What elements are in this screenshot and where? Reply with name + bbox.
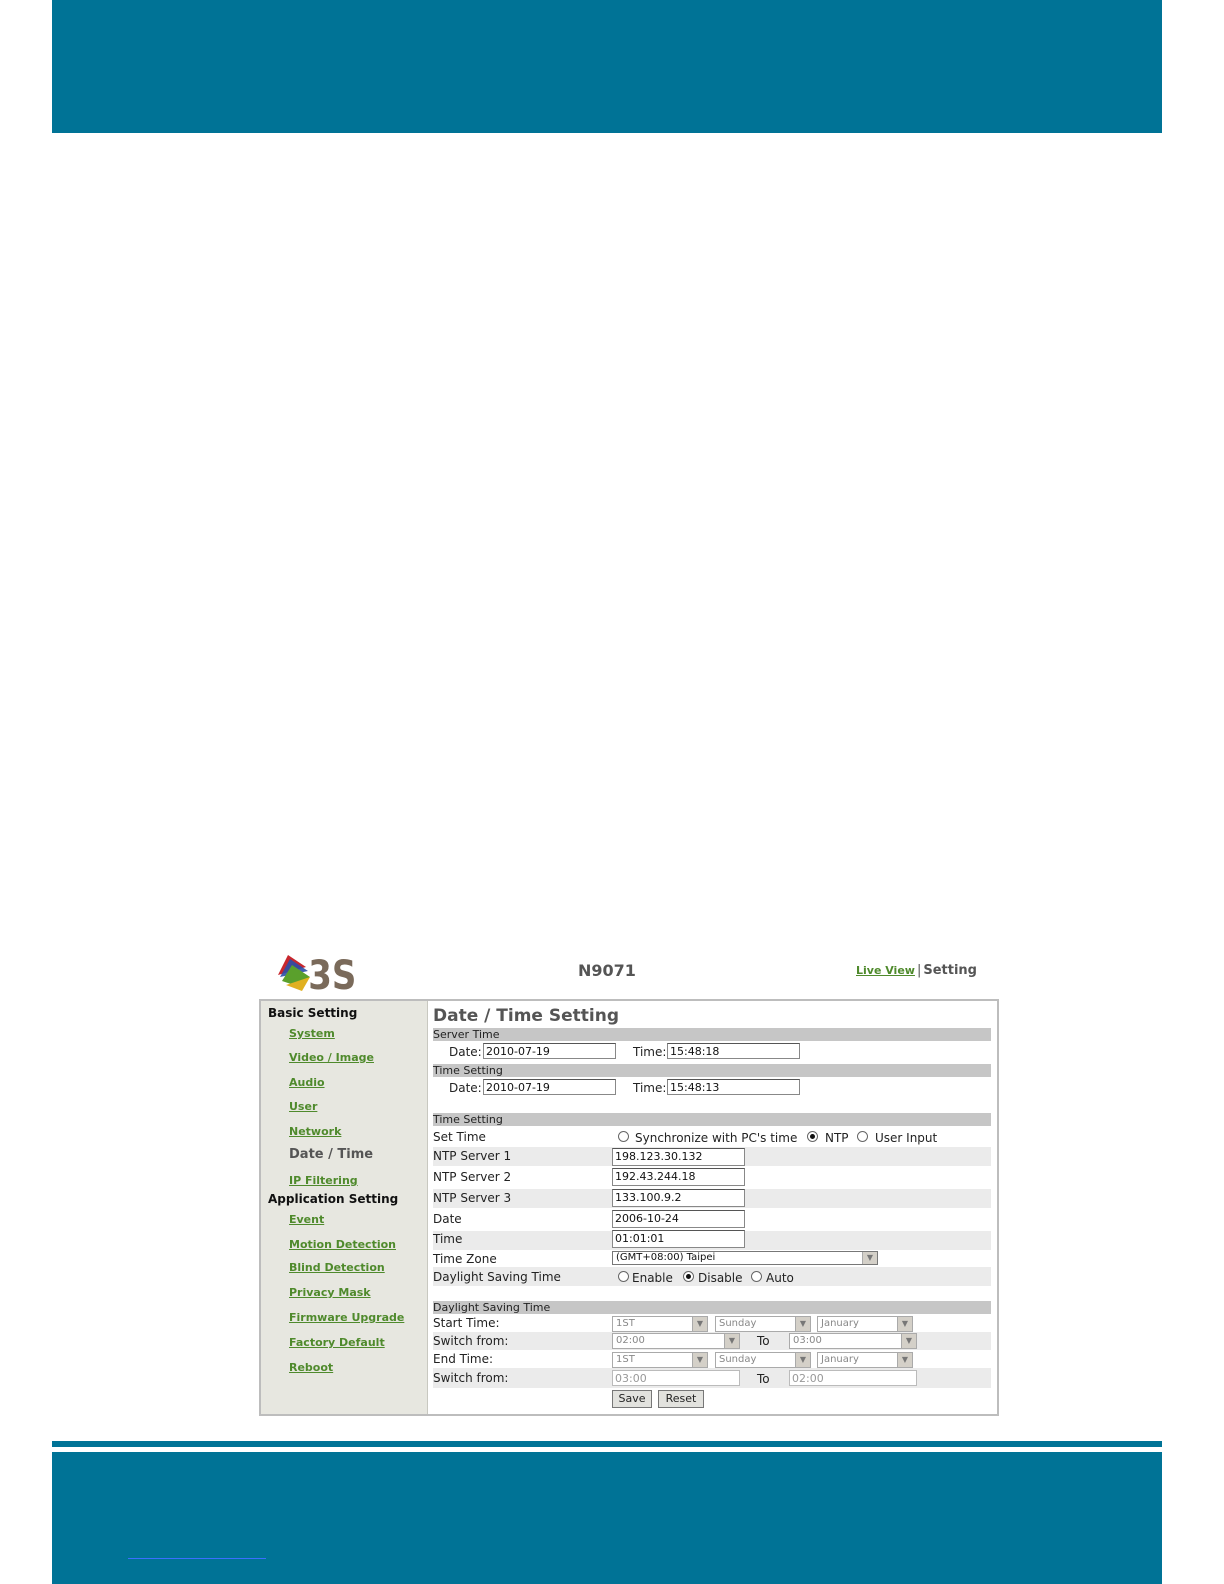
start-month-value: January bbox=[821, 1318, 859, 1329]
sidebar-item-motion-detection[interactable]: Motion Detection bbox=[289, 1238, 396, 1251]
start-week-value: 1ST bbox=[616, 1318, 635, 1329]
radio-dst-enable[interactable] bbox=[618, 1271, 629, 1282]
sidebar-item-privacy-mask[interactable]: Privacy Mask bbox=[289, 1286, 371, 1299]
chevron-down-icon: ▼ bbox=[897, 1317, 912, 1331]
nav-separator: | bbox=[916, 963, 922, 978]
user-input-label: User Input bbox=[875, 1131, 938, 1145]
top-nav bbox=[856, 963, 977, 978]
sidebar bbox=[261, 1001, 428, 1414]
reset-button[interactable]: Reset bbox=[658, 1390, 704, 1408]
dst-disable-label: Disable bbox=[698, 1271, 743, 1285]
time-zone-label: Time Zone bbox=[433, 1252, 497, 1266]
footer-band bbox=[52, 1452, 1162, 1584]
radio-user-input[interactable] bbox=[857, 1131, 868, 1142]
end-month-select bbox=[817, 1352, 913, 1368]
ntp2-input[interactable]: 192.43.244.18 bbox=[612, 1168, 745, 1186]
product-name: N9071 bbox=[578, 961, 636, 980]
header-band bbox=[52, 0, 1162, 133]
switch2-to-label: To bbox=[757, 1372, 770, 1386]
3s-logo bbox=[276, 945, 356, 995]
end-time-label: End Time: bbox=[433, 1352, 494, 1366]
sidebar-item-user[interactable]: User bbox=[289, 1100, 318, 1113]
sidebar-item-network[interactable]: Network bbox=[289, 1125, 342, 1138]
chevron-down-icon: ▼ bbox=[692, 1353, 707, 1367]
basic-setting-heading: Basic Setting bbox=[268, 1006, 358, 1020]
switch1-from-value: 02:00 bbox=[616, 1335, 645, 1346]
dst-auto-label: Auto bbox=[766, 1271, 794, 1285]
sidebar-item-blind-detection[interactable]: Blind Detection bbox=[289, 1261, 385, 1274]
sidebar-item-factory-default[interactable]: Factory Default bbox=[289, 1336, 385, 1349]
chevron-down-icon: ▼ bbox=[724, 1334, 739, 1348]
dst-enable-label: Enable bbox=[632, 1271, 673, 1285]
time-zone-value: (GMT+08:00) Taipei bbox=[616, 1252, 716, 1263]
start-month-select bbox=[817, 1316, 913, 1332]
switch1-to-value: 03:00 bbox=[793, 1335, 822, 1346]
switch1-to-label: To bbox=[757, 1334, 770, 1348]
start-day-value: Sunday bbox=[719, 1318, 757, 1329]
ntp3-label: NTP Server 3 bbox=[433, 1191, 512, 1205]
radio-dst-auto[interactable] bbox=[751, 1271, 762, 1282]
set-time-label: Set Time bbox=[433, 1130, 486, 1144]
time-label: Time bbox=[433, 1232, 463, 1246]
sidebar-item-firmware-upgrade[interactable]: Firmware Upgrade bbox=[289, 1311, 405, 1324]
sidebar-item-date-time[interactable]: Date / Time bbox=[289, 1147, 374, 1162]
footer-link-underline bbox=[128, 1558, 266, 1559]
radio-ntp[interactable] bbox=[807, 1131, 818, 1142]
pc-time-label: Time: bbox=[633, 1081, 667, 1095]
switch1-label: Switch from: bbox=[433, 1334, 509, 1348]
radio-dst-disable[interactable] bbox=[683, 1271, 694, 1282]
chevron-down-icon: ▼ bbox=[862, 1252, 877, 1264]
start-time-label: Start Time: bbox=[433, 1316, 500, 1330]
pc-date-field: 2010-07-19 bbox=[483, 1079, 616, 1095]
switch1-to-select bbox=[789, 1333, 917, 1349]
end-week-value: 1ST bbox=[616, 1354, 635, 1365]
switch2-from-input: 03:00 bbox=[612, 1370, 740, 1386]
chevron-down-icon: ▼ bbox=[692, 1317, 707, 1331]
setting-label: Setting bbox=[923, 963, 977, 978]
ntp1-label: NTP Server 1 bbox=[433, 1149, 512, 1163]
live-view-link[interactable]: Live View bbox=[856, 964, 915, 977]
sidebar-item-reboot[interactable]: Reboot bbox=[289, 1361, 334, 1374]
sidebar-item-audio[interactable]: Audio bbox=[289, 1076, 325, 1089]
end-month-value: January bbox=[821, 1354, 859, 1365]
pc-time-field: 15:48:13 bbox=[667, 1079, 800, 1095]
footer-rule bbox=[52, 1441, 1162, 1447]
server-time-field: 15:48:18 bbox=[667, 1043, 800, 1059]
time-zone-select[interactable] bbox=[612, 1251, 878, 1265]
end-day-select bbox=[715, 1352, 811, 1368]
sync-pc-label: Synchronize with PC's time bbox=[635, 1131, 798, 1145]
end-week-select bbox=[612, 1352, 708, 1368]
pc-date-label: Date: bbox=[449, 1081, 482, 1095]
date-label: Date bbox=[433, 1212, 462, 1226]
server-time-header: Server Time bbox=[433, 1028, 991, 1041]
time-setting-header-top: Time Setting bbox=[433, 1064, 991, 1077]
dst-label: Daylight Saving Time bbox=[433, 1270, 561, 1284]
sidebar-item-event[interactable]: Event bbox=[289, 1213, 325, 1226]
switch2-label: Switch from: bbox=[433, 1371, 509, 1385]
switch1-from-select bbox=[612, 1333, 740, 1349]
server-date-label: Date: bbox=[449, 1045, 482, 1059]
server-date-field: 2010-07-19 bbox=[483, 1043, 616, 1059]
application-setting-heading: Application Setting bbox=[268, 1192, 399, 1206]
chevron-down-icon: ▼ bbox=[901, 1334, 916, 1348]
start-week-select bbox=[612, 1316, 708, 1332]
start-day-select bbox=[715, 1316, 811, 1332]
time-setting-header: Time Setting bbox=[433, 1113, 991, 1126]
switch2-to-input: 02:00 bbox=[789, 1370, 917, 1386]
page-title: Date / Time Setting bbox=[433, 1006, 619, 1026]
ntp1-input[interactable]: 198.123.30.132 bbox=[612, 1148, 745, 1166]
end-day-value: Sunday bbox=[719, 1354, 757, 1365]
chevron-down-icon: ▼ bbox=[795, 1353, 810, 1367]
ntp2-label: NTP Server 2 bbox=[433, 1170, 512, 1184]
ntp3-input[interactable]: 133.100.9.2 bbox=[612, 1189, 745, 1207]
dst-header: Daylight Saving Time bbox=[433, 1301, 991, 1314]
settings-panel bbox=[259, 999, 999, 1416]
radio-sync-pc[interactable] bbox=[618, 1131, 629, 1142]
ntp-label: NTP bbox=[825, 1131, 849, 1145]
sidebar-item-system[interactable]: System bbox=[289, 1027, 335, 1040]
chevron-down-icon: ▼ bbox=[795, 1317, 810, 1331]
svg-text:3S: 3S bbox=[308, 952, 356, 995]
sidebar-item-video-image[interactable]: Video / Image bbox=[289, 1051, 374, 1064]
server-time-label: Time: bbox=[633, 1045, 667, 1059]
chevron-down-icon: ▼ bbox=[897, 1353, 912, 1367]
date-input[interactable]: 2006-10-24 bbox=[612, 1210, 745, 1228]
save-button[interactable]: Save bbox=[612, 1390, 652, 1408]
time-input[interactable]: 01:01:01 bbox=[612, 1230, 745, 1248]
sidebar-item-ip-filtering[interactable]: IP Filtering bbox=[289, 1174, 358, 1187]
